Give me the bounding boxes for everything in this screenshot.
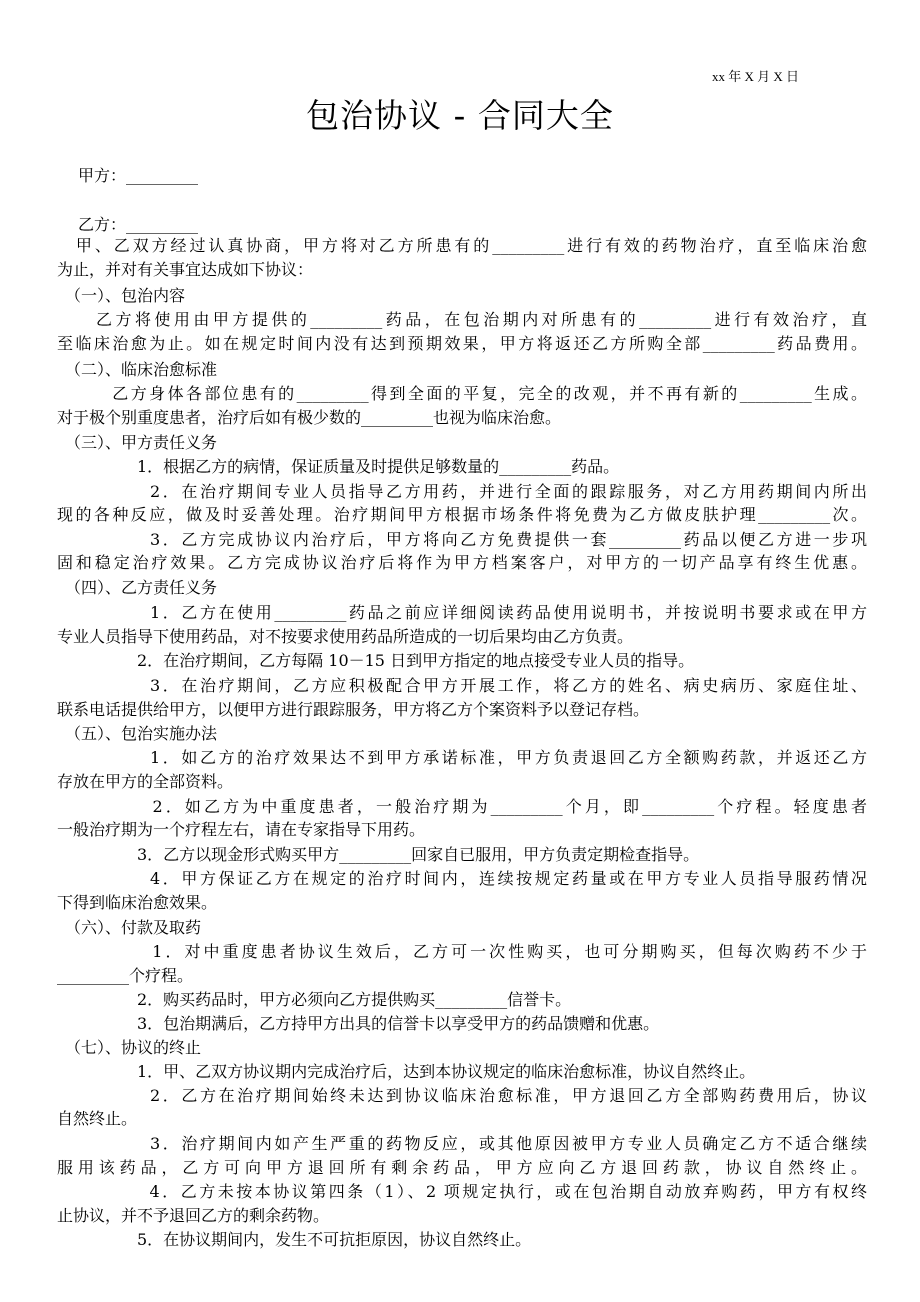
text-line: （六）、付款及取药 — [57, 918, 202, 937]
text-line: 3．乙方以现金形式购买甲方_________回家自已服用，甲方负责定期检查指导。 — [57, 845, 700, 864]
text-line: 对于极个别重度患者，治疗后如有极少数的_________也视为临床治愈。 — [57, 408, 562, 427]
text-line: （二）、临床治愈标准 — [57, 360, 218, 379]
text-line: 2．购买药品时，甲方必须向乙方提供购买_________信誉卡。 — [57, 990, 572, 1009]
text-line: 5．在协议期间内，发生不可抗拒原因，协议自然终止。 — [57, 1230, 532, 1249]
text-line: 止协议，并不予退回乙方的剩余药物。 — [57, 1206, 330, 1225]
text-line: 2．在治疗期间专业人员指导乙方用药，并进行全面的跟踪服务，对乙方用药期间内所出 — [57, 482, 867, 501]
document-date: xx 年 X 月 X 日 — [712, 69, 800, 84]
text-line: （四）、乙方责任义务 — [57, 578, 218, 597]
text-line: 服用该药品，乙方可向甲方退回所有剩余药品，甲方应向乙方退回药款，协议自然终止。 — [57, 1158, 867, 1177]
text-line: 3．治疗期间内如产生严重的药物反应，或其他原因被甲方专业人员确定乙方不适合继续 — [57, 1134, 867, 1153]
text-line: 2．在治疗期间，乙方每隔 10－15 日到甲方指定的地点接受专业人员的指导。 — [57, 651, 695, 670]
text-line: 为止，并对有关事宜达成如下协议： — [57, 260, 314, 279]
text-line: 至临床治愈为止。如在规定时间内没有达到预期效果，甲方将返还乙方所购全部_________药品费用。 — [57, 334, 867, 353]
text-line: 4．甲方保证乙方在规定的治疗时间内，连续按规定药量或在甲方专业人员指导服药情况 — [57, 869, 867, 888]
text-line: 3．包治期满后，乙方持甲方出具的信誉卡以享受甲方的药品馈赠和优惠。 — [57, 1014, 660, 1033]
text-line: 乙方身体各部位患有的_________得到全面的平复，完全的改观，并不再有新的_________生成。 — [57, 384, 867, 403]
text-line: 1．根据乙方的病情，保证质量及时提供足够数量的_________药品。 — [57, 457, 620, 476]
text-line: 4．乙方未按本协议第四条（1）、2 项规定执行，或在包治期自动放弃购药，甲方有权终 — [57, 1182, 867, 1201]
text-line: 1．甲、乙双方协议期内完成治疗后，达到本协议规定的临床治愈标准，协议自然终止。 — [57, 1062, 756, 1081]
text-line: 专业人员指导下使用药品，对不按要求使用药品所造成的一切后果均由乙方负责。 — [57, 627, 634, 646]
text-line: 联系电话提供给甲方，以便甲方进行跟踪服务，甲方将乙方个案资料予以登记存档。 — [57, 700, 650, 719]
document-title: 包治协议 - 合同大全 — [306, 96, 614, 135]
text-line: 一般治疗期为一个疗程左右，请在专家指导下用药。 — [57, 820, 426, 839]
text-line: （三）、甲方责任义务 — [57, 433, 218, 452]
text-line: 2．如乙方为中重度患者，一般治疗期为_________个月，即_________个疗程。轻度患者 — [57, 797, 867, 816]
text-line: _________个疗程。 — [57, 966, 194, 985]
text-line: 固和稳定治疗效果。乙方完成协议治疗后将作为甲方档案客户，对甲方的一切产品享有终生优惠。 — [57, 553, 867, 572]
party-a-line: 甲方：_________ — [78, 166, 199, 185]
text-line: 乙方将使用由甲方提供的_________药品，在包治期内对所患有的_________进行有效治疗，直 — [57, 310, 867, 329]
text-line: （五）、包治实施办法 — [57, 724, 218, 743]
text-line: 下得到临床治愈效果。 — [57, 893, 218, 912]
text-line: 甲、乙双方经过认真协商，甲方将对乙方所患有的_________进行有效的药物治疗，直至临床治愈 — [57, 236, 867, 255]
text-line: 存放在甲方的全部资料。 — [57, 772, 234, 791]
party-b-line: 乙方：_________ — [78, 215, 199, 234]
text-line: 2．乙方在治疗期间始终未达到协议临床治愈标准，甲方退回乙方全部购药费用后，协议 — [57, 1086, 867, 1105]
text-line: （一）、包治内容 — [57, 286, 186, 305]
text-line: 3．在治疗期间，乙方应积极配合甲方开展工作，将乙方的姓名、病史病历、家庭住址、 — [57, 676, 867, 695]
text-line: 1．乙方在使用_________药品之前应详细阅读药品使用说明书，并按说明书要求或在甲方 — [57, 603, 867, 622]
text-line: 现的各种反应，做及时妥善处理。治疗期间甲方根据市场条件将免费为乙方做皮肤护理_________次。 — [57, 505, 867, 524]
text-line: 3．乙方完成协议内治疗后，甲方将向乙方免费提供一套_________药品以便乙方进一步巩 — [57, 530, 867, 549]
text-line: （七）、协议的终止 — [57, 1038, 202, 1057]
text-line: 1．对中重度患者协议生效后，乙方可一次性购买，也可分期购买，但每次购药不少于 — [57, 942, 867, 961]
text-line: 1．如乙方的治疗效果达不到甲方承诺标准，甲方负责退回乙方全额购药款，并返还乙方 — [57, 748, 867, 767]
text-line: 自然终止。 — [57, 1109, 138, 1128]
